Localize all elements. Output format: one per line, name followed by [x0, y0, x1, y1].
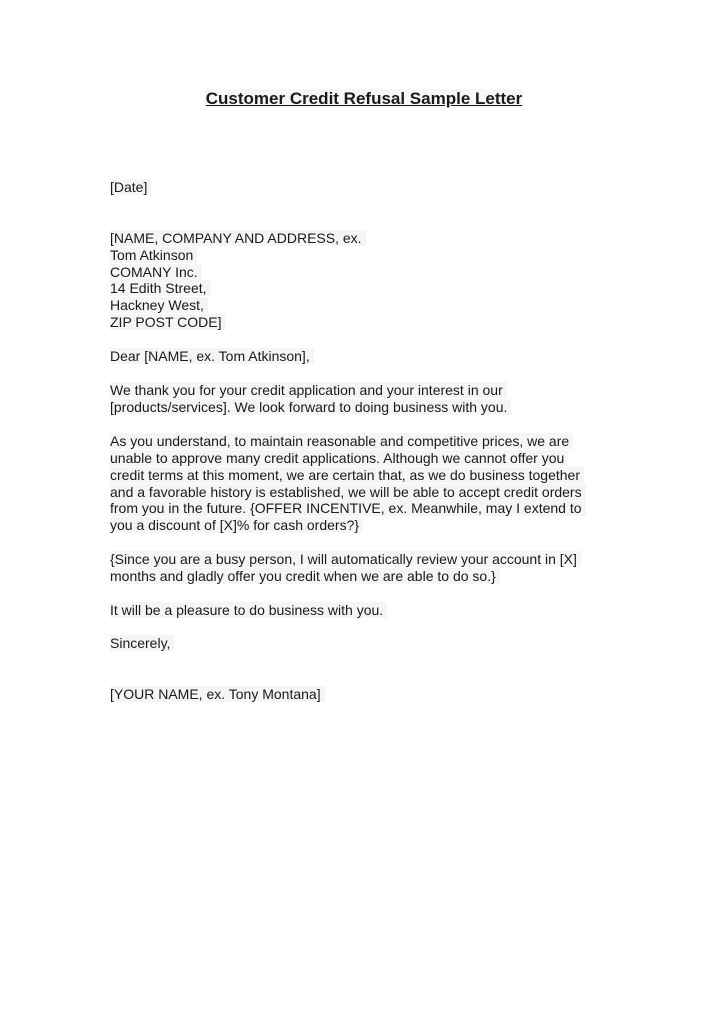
signature-text: [YOUR NAME, ex. Tony Montana]	[110, 686, 325, 702]
address-text: Tom Atkinson	[110, 247, 197, 263]
line-text: months and gladly offer you credit when we are able to do so.}	[110, 568, 500, 584]
address-line	[110, 280, 211, 297]
paragraph-line	[110, 450, 568, 467]
paragraph-line	[110, 467, 584, 484]
paragraph-line	[110, 568, 500, 585]
letter-title	[0, 89, 728, 109]
address-line	[110, 247, 197, 264]
signature	[110, 686, 325, 703]
address-text: ZIP POST CODE]	[110, 314, 226, 330]
address-line	[110, 297, 208, 314]
line-text: {Since you are a busy person, I will automatically review your account in [X]	[110, 551, 581, 567]
paragraph-line	[110, 551, 581, 568]
closing-text: Sincerely,	[110, 635, 174, 651]
address-line	[110, 264, 202, 281]
line-text: unable to approve many credit applications. Although we cannot offer you	[110, 450, 568, 466]
line-text: We thank you for your credit application and your interest in our	[110, 382, 507, 398]
paragraph-line	[110, 382, 507, 399]
date-text: [Date]	[110, 179, 151, 195]
address-text: 14 Edith Street,	[110, 280, 211, 296]
line-text: [products/services]. We look forward to doing business with you.	[110, 399, 511, 415]
address-text: COMANY Inc.	[110, 264, 202, 280]
paragraph-line	[110, 399, 511, 416]
address-text: [NAME, COMPANY AND ADDRESS, ex.	[110, 230, 366, 246]
paragraph-line	[110, 500, 586, 517]
line-text: you a discount of [X]% for cash orders?}	[110, 517, 363, 533]
paragraph-line	[110, 517, 363, 534]
salutation	[110, 348, 314, 365]
salutation-text: Dear [NAME, ex. Tom Atkinson],	[110, 348, 314, 364]
line-text: from you in the future. {OFFER INCENTIVE, ex. Meanwhile, may I extend to	[110, 500, 586, 516]
paragraph-4	[110, 602, 387, 619]
date-line	[110, 179, 151, 196]
address-line	[110, 314, 226, 331]
line-text: and a favorable history is established, we will be able to accept credit orders	[110, 484, 586, 500]
line-text: It will be a pleasure to do business with you.	[110, 602, 387, 618]
line-text: As you understand, to maintain reasonable and competitive prices, we are	[110, 433, 573, 449]
title-text: Customer Credit Refusal Sample Letter	[205, 89, 523, 108]
line-text: credit terms at this moment, we are certain that, as we do business together	[110, 467, 584, 483]
paragraph-line	[110, 433, 573, 450]
paragraph-line	[110, 484, 586, 501]
address-line	[110, 230, 366, 247]
closing	[110, 635, 174, 652]
address-text: Hackney West,	[110, 297, 208, 313]
